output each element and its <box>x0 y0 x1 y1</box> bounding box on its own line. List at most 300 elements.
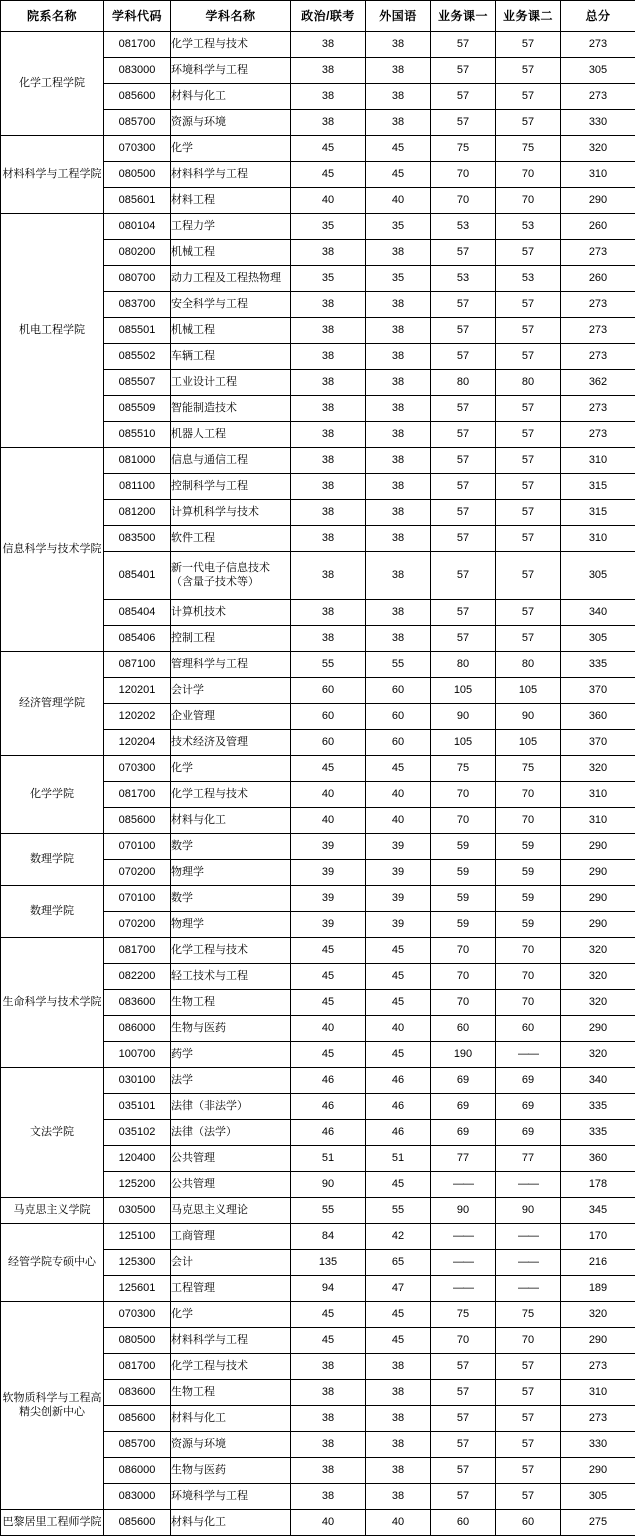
cell-subject-code: 083000 <box>104 1484 171 1510</box>
cell-major1: 59 <box>431 834 496 860</box>
cell-subject-name: 化学 <box>171 136 291 162</box>
cell-major1: 75 <box>431 136 496 162</box>
cell-total: 370 <box>561 678 635 704</box>
cell-subject-name: 药学 <box>171 1042 291 1068</box>
cell-foreign: 40 <box>366 782 431 808</box>
cell-subject-name: 信息与通信工程 <box>171 448 291 474</box>
cell-total: 305 <box>561 1484 635 1510</box>
cell-subject-code: 120204 <box>104 730 171 756</box>
cell-foreign: 55 <box>366 1198 431 1224</box>
cell-total: 290 <box>561 860 635 886</box>
cell-subject-code: 070100 <box>104 886 171 912</box>
cell-subject-code: 081700 <box>104 782 171 808</box>
cell-major1: —— <box>431 1224 496 1250</box>
cell-major1: 57 <box>431 110 496 136</box>
cell-subject-name: 化学工程与技术 <box>171 32 291 58</box>
cell-major2: 57 <box>496 1458 561 1484</box>
cell-foreign: 39 <box>366 860 431 886</box>
cell-politics: 38 <box>291 1458 366 1484</box>
cell-major2: —— <box>496 1042 561 1068</box>
cell-subject-code: 070300 <box>104 1302 171 1328</box>
cell-politics: 40 <box>291 1510 366 1536</box>
cell-major2: 105 <box>496 678 561 704</box>
cell-politics: 38 <box>291 396 366 422</box>
cell-foreign: 40 <box>366 1510 431 1536</box>
cell-subject-code: 081000 <box>104 448 171 474</box>
cell-politics: 45 <box>291 1042 366 1068</box>
cell-foreign: 38 <box>366 600 431 626</box>
cell-total: 310 <box>561 526 635 552</box>
cell-subject-name: 计算机科学与技术 <box>171 500 291 526</box>
cell-major2: 77 <box>496 1146 561 1172</box>
cell-total: 290 <box>561 1016 635 1042</box>
cell-subject-code: 082200 <box>104 964 171 990</box>
cell-subject-name: 资源与环境 <box>171 1432 291 1458</box>
cell-subject-name: 工业设计工程 <box>171 370 291 396</box>
cell-total: 335 <box>561 1120 635 1146</box>
cell-politics: 38 <box>291 32 366 58</box>
cell-subject-name: 机械工程 <box>171 240 291 266</box>
cell-foreign: 45 <box>366 964 431 990</box>
cell-subject-name: 计算机技术 <box>171 600 291 626</box>
cell-subject-name: 环境科学与工程 <box>171 1484 291 1510</box>
cell-major1: 57 <box>431 1354 496 1380</box>
cell-foreign: 38 <box>366 32 431 58</box>
cell-total: 370 <box>561 730 635 756</box>
cell-politics: 38 <box>291 240 366 266</box>
cell-foreign: 38 <box>366 448 431 474</box>
cell-foreign: 39 <box>366 886 431 912</box>
cell-department: 生命科学与技术学院 <box>1 938 104 1068</box>
cell-foreign: 42 <box>366 1224 431 1250</box>
cell-subject-name: 智能制造技术 <box>171 396 291 422</box>
cell-subject-name: 企业管理 <box>171 704 291 730</box>
cell-total: 290 <box>561 834 635 860</box>
cell-major1: 57 <box>431 1458 496 1484</box>
cell-politics: 39 <box>291 886 366 912</box>
cell-major2: —— <box>496 1224 561 1250</box>
cell-politics: 45 <box>291 964 366 990</box>
cell-major2: 57 <box>496 626 561 652</box>
cell-major1: 57 <box>431 396 496 422</box>
cell-foreign: 65 <box>366 1250 431 1276</box>
cell-foreign: 45 <box>366 136 431 162</box>
cell-subject-name: 技术经济及管理 <box>171 730 291 756</box>
cell-subject-name: 化学工程与技术 <box>171 1354 291 1380</box>
cell-subject-name: 公共管理 <box>171 1172 291 1198</box>
cell-total: 305 <box>561 552 635 600</box>
cell-major1: 90 <box>431 704 496 730</box>
cell-major2: 57 <box>496 500 561 526</box>
cell-politics: 46 <box>291 1120 366 1146</box>
cell-total: 189 <box>561 1276 635 1302</box>
cell-foreign: 38 <box>366 1458 431 1484</box>
cell-total: 216 <box>561 1250 635 1276</box>
cell-politics: 45 <box>291 756 366 782</box>
cell-major1: 75 <box>431 756 496 782</box>
cell-major1: 75 <box>431 1302 496 1328</box>
cell-subject-name: 物理学 <box>171 860 291 886</box>
cell-total: 320 <box>561 136 635 162</box>
cell-total: 330 <box>561 1432 635 1458</box>
cell-total: 320 <box>561 990 635 1016</box>
column-header-foreign: 外国语 <box>366 1 431 32</box>
table-row <box>1 214 635 240</box>
cell-politics: 35 <box>291 214 366 240</box>
cell-major2: 57 <box>496 110 561 136</box>
cell-subject-code: 085501 <box>104 318 171 344</box>
cell-politics: 55 <box>291 652 366 678</box>
cell-total: 310 <box>561 782 635 808</box>
cell-subject-name: 生物与医药 <box>171 1016 291 1042</box>
cell-foreign: 45 <box>366 938 431 964</box>
cell-foreign: 38 <box>366 1380 431 1406</box>
cell-major1: 57 <box>431 448 496 474</box>
cell-department: 巴黎居里工程师学院 <box>1 1510 104 1536</box>
cell-foreign: 46 <box>366 1120 431 1146</box>
cell-subject-code: 083700 <box>104 292 171 318</box>
cell-foreign: 35 <box>366 214 431 240</box>
cell-subject-code: 085600 <box>104 84 171 110</box>
cell-subject-name: 生物与医药 <box>171 1458 291 1484</box>
cell-politics: 60 <box>291 678 366 704</box>
cell-total: 330 <box>561 110 635 136</box>
cell-subject-name: 法学 <box>171 1068 291 1094</box>
cell-subject-name: 马克思主义理论 <box>171 1198 291 1224</box>
cell-politics: 45 <box>291 162 366 188</box>
cell-major1: 57 <box>431 318 496 344</box>
cell-politics: 45 <box>291 1328 366 1354</box>
cell-politics: 38 <box>291 84 366 110</box>
cell-major1: 70 <box>431 964 496 990</box>
cell-total: 335 <box>561 1094 635 1120</box>
cell-subject-code: 080104 <box>104 214 171 240</box>
cell-major1: 69 <box>431 1094 496 1120</box>
cell-subject-name: 新一代电子信息技术（含量子技术等） <box>171 552 291 600</box>
cell-major2: 57 <box>496 1354 561 1380</box>
cell-major1: 57 <box>431 1380 496 1406</box>
cell-total: 305 <box>561 626 635 652</box>
cell-foreign: 38 <box>366 344 431 370</box>
cell-total: 320 <box>561 964 635 990</box>
cell-foreign: 38 <box>366 1354 431 1380</box>
cell-total: 320 <box>561 1042 635 1068</box>
cell-total: 273 <box>561 422 635 448</box>
cell-subject-name: 管理科学与工程 <box>171 652 291 678</box>
cell-foreign: 60 <box>366 730 431 756</box>
cell-major2: 80 <box>496 652 561 678</box>
cell-subject-code: 080200 <box>104 240 171 266</box>
cell-major2: 60 <box>496 1510 561 1536</box>
cell-foreign: 39 <box>366 834 431 860</box>
cell-subject-code: 070200 <box>104 912 171 938</box>
cell-major1: 57 <box>431 32 496 58</box>
cell-department: 化学工程学院 <box>1 32 104 136</box>
cell-total: 345 <box>561 1198 635 1224</box>
cell-subject-name: 机械工程 <box>171 318 291 344</box>
cell-major1: —— <box>431 1250 496 1276</box>
cell-major2: —— <box>496 1276 561 1302</box>
cell-total: 273 <box>561 318 635 344</box>
cell-major2: 70 <box>496 964 561 990</box>
cell-major2: 90 <box>496 704 561 730</box>
cell-major2: 57 <box>496 448 561 474</box>
cell-politics: 135 <box>291 1250 366 1276</box>
cell-total: 273 <box>561 1354 635 1380</box>
cell-foreign: 38 <box>366 84 431 110</box>
cell-subject-name: 会计 <box>171 1250 291 1276</box>
cell-total: 362 <box>561 370 635 396</box>
cell-subject-name: 软件工程 <box>171 526 291 552</box>
cell-politics: 38 <box>291 626 366 652</box>
cell-major1: 57 <box>431 292 496 318</box>
cell-subject-name: 法律（法学） <box>171 1120 291 1146</box>
cell-major2: 53 <box>496 266 561 292</box>
cell-major1: 57 <box>431 1484 496 1510</box>
cell-total: 273 <box>561 344 635 370</box>
cell-major2: 57 <box>496 474 561 500</box>
cell-major1: 57 <box>431 84 496 110</box>
cell-subject-code: 086000 <box>104 1458 171 1484</box>
cell-total: 273 <box>561 32 635 58</box>
cell-subject-code: 100700 <box>104 1042 171 1068</box>
cell-department: 文法学院 <box>1 1068 104 1198</box>
cell-total: 315 <box>561 500 635 526</box>
cell-foreign: 38 <box>366 58 431 84</box>
cell-foreign: 47 <box>366 1276 431 1302</box>
cell-politics: 39 <box>291 860 366 886</box>
cell-politics: 38 <box>291 58 366 84</box>
table-header <box>1 1 635 32</box>
cell-department: 信息科学与技术学院 <box>1 448 104 652</box>
cell-major2: 57 <box>496 58 561 84</box>
cell-major1: 57 <box>431 474 496 500</box>
cell-major1: 57 <box>431 344 496 370</box>
cell-major1: 59 <box>431 886 496 912</box>
cell-major1: 70 <box>431 1328 496 1354</box>
cell-total: 178 <box>561 1172 635 1198</box>
cell-politics: 38 <box>291 552 366 600</box>
table-row <box>1 938 635 964</box>
cell-subject-name: 化学工程与技术 <box>171 938 291 964</box>
cell-subject-code: 085401 <box>104 552 171 600</box>
cell-subject-name: 控制科学与工程 <box>171 474 291 500</box>
cell-total: 320 <box>561 938 635 964</box>
cell-subject-name: 材料与化工 <box>171 84 291 110</box>
cell-foreign: 46 <box>366 1094 431 1120</box>
cell-major2: 57 <box>496 422 561 448</box>
cell-department: 数理学院 <box>1 834 104 886</box>
cell-subject-code: 081100 <box>104 474 171 500</box>
cell-subject-code: 080500 <box>104 162 171 188</box>
cell-subject-name: 工程力学 <box>171 214 291 240</box>
cell-major2: 57 <box>496 1484 561 1510</box>
cell-major1: 57 <box>431 240 496 266</box>
cell-subject-code: 125300 <box>104 1250 171 1276</box>
cell-subject-code: 083600 <box>104 990 171 1016</box>
table-row <box>1 1224 635 1250</box>
cell-subject-code: 035102 <box>104 1120 171 1146</box>
cell-subject-name: 数学 <box>171 834 291 860</box>
cell-foreign: 38 <box>366 474 431 500</box>
cell-subject-code: 080500 <box>104 1328 171 1354</box>
cell-politics: 45 <box>291 136 366 162</box>
cell-subject-code: 035101 <box>104 1094 171 1120</box>
cell-foreign: 45 <box>366 990 431 1016</box>
cell-total: 273 <box>561 396 635 422</box>
cell-subject-name: 材料与化工 <box>171 808 291 834</box>
cell-major2: 75 <box>496 1302 561 1328</box>
cell-major2: 105 <box>496 730 561 756</box>
cell-politics: 38 <box>291 448 366 474</box>
cell-subject-code: 085600 <box>104 1510 171 1536</box>
cell-major2: 57 <box>496 1380 561 1406</box>
cell-department: 化学学院 <box>1 756 104 834</box>
cell-total: 315 <box>561 474 635 500</box>
cell-department: 经济管理学院 <box>1 652 104 756</box>
column-header-code: 学科代码 <box>104 1 171 32</box>
cell-foreign: 35 <box>366 266 431 292</box>
cell-foreign: 38 <box>366 240 431 266</box>
cell-politics: 39 <box>291 834 366 860</box>
table-row <box>1 1068 635 1094</box>
cell-politics: 38 <box>291 370 366 396</box>
cell-politics: 40 <box>291 1016 366 1042</box>
cell-subject-code: 083600 <box>104 1380 171 1406</box>
cell-major2: 70 <box>496 162 561 188</box>
cell-politics: 46 <box>291 1068 366 1094</box>
cell-politics: 38 <box>291 474 366 500</box>
cell-subject-code: 083500 <box>104 526 171 552</box>
cell-subject-code: 070300 <box>104 136 171 162</box>
cell-subject-code: 085404 <box>104 600 171 626</box>
cell-politics: 55 <box>291 1198 366 1224</box>
table-row <box>1 834 635 860</box>
cell-total: 305 <box>561 58 635 84</box>
cell-politics: 38 <box>291 344 366 370</box>
table-row <box>1 1302 635 1328</box>
cell-major2: 80 <box>496 370 561 396</box>
cell-subject-code: 030100 <box>104 1068 171 1094</box>
cell-foreign: 60 <box>366 704 431 730</box>
cell-total: 275 <box>561 1510 635 1536</box>
cell-foreign: 38 <box>366 1432 431 1458</box>
cell-major2: 57 <box>496 526 561 552</box>
cell-major2: —— <box>496 1250 561 1276</box>
cell-major1: —— <box>431 1276 496 1302</box>
cell-major2: 57 <box>496 344 561 370</box>
cell-subject-name: 材料工程 <box>171 188 291 214</box>
cell-major1: 80 <box>431 370 496 396</box>
cell-subject-code: 085700 <box>104 1432 171 1458</box>
cell-major1: 60 <box>431 1510 496 1536</box>
cell-major1: 53 <box>431 266 496 292</box>
cell-politics: 38 <box>291 1380 366 1406</box>
column-header-subject: 学科名称 <box>171 1 291 32</box>
cell-politics: 45 <box>291 990 366 1016</box>
cell-foreign: 51 <box>366 1146 431 1172</box>
cell-politics: 38 <box>291 318 366 344</box>
cell-politics: 39 <box>291 912 366 938</box>
cell-subject-code: 080700 <box>104 266 171 292</box>
table-row <box>1 32 635 58</box>
cell-major1: —— <box>431 1172 496 1198</box>
cell-major1: 77 <box>431 1146 496 1172</box>
cell-department: 数理学院 <box>1 886 104 938</box>
cell-major2: 70 <box>496 1328 561 1354</box>
cell-total: 260 <box>561 266 635 292</box>
cell-total: 340 <box>561 1068 635 1094</box>
cell-total: 290 <box>561 886 635 912</box>
cell-subject-code: 085600 <box>104 808 171 834</box>
cell-subject-code: 085600 <box>104 1406 171 1432</box>
cell-politics: 38 <box>291 422 366 448</box>
cell-politics: 51 <box>291 1146 366 1172</box>
column-header-major2: 业务课二 <box>496 1 561 32</box>
table-row <box>1 886 635 912</box>
cell-foreign: 40 <box>366 808 431 834</box>
cell-major2: 59 <box>496 886 561 912</box>
cell-subject-name: 材料科学与工程 <box>171 162 291 188</box>
cell-politics: 40 <box>291 808 366 834</box>
cell-major1: 69 <box>431 1068 496 1094</box>
cell-major1: 57 <box>431 500 496 526</box>
cell-total: 320 <box>561 756 635 782</box>
cell-foreign: 39 <box>366 912 431 938</box>
cell-foreign: 38 <box>366 526 431 552</box>
table-row <box>1 1198 635 1224</box>
cell-total: 170 <box>561 1224 635 1250</box>
cell-foreign: 45 <box>366 1302 431 1328</box>
cell-major1: 70 <box>431 938 496 964</box>
cell-major2: 69 <box>496 1120 561 1146</box>
cell-foreign: 38 <box>366 500 431 526</box>
cell-subject-code: 085700 <box>104 110 171 136</box>
cell-foreign: 40 <box>366 1016 431 1042</box>
cell-major1: 59 <box>431 912 496 938</box>
cell-foreign: 45 <box>366 1042 431 1068</box>
cell-subject-code: 070100 <box>104 834 171 860</box>
cell-politics: 38 <box>291 500 366 526</box>
cell-major1: 57 <box>431 422 496 448</box>
cell-major2: 57 <box>496 240 561 266</box>
cell-subject-code: 125100 <box>104 1224 171 1250</box>
cell-subject-name: 化学工程与技术 <box>171 782 291 808</box>
cell-major1: 190 <box>431 1042 496 1068</box>
cell-total: 290 <box>561 1458 635 1484</box>
cell-foreign: 38 <box>366 626 431 652</box>
cell-politics: 90 <box>291 1172 366 1198</box>
cell-subject-name: 机器人工程 <box>171 422 291 448</box>
cell-subject-name: 工程管理 <box>171 1276 291 1302</box>
cell-subject-code: 085509 <box>104 396 171 422</box>
column-header-major1: 业务课一 <box>431 1 496 32</box>
cell-subject-code: 120400 <box>104 1146 171 1172</box>
cell-foreign: 38 <box>366 552 431 600</box>
cell-major2: 70 <box>496 808 561 834</box>
cell-major1: 57 <box>431 600 496 626</box>
cell-foreign: 45 <box>366 1172 431 1198</box>
cell-subject-code: 085406 <box>104 626 171 652</box>
cell-major1: 57 <box>431 552 496 600</box>
cell-politics: 45 <box>291 1302 366 1328</box>
cell-total: 273 <box>561 240 635 266</box>
cell-subject-code: 087100 <box>104 652 171 678</box>
cell-subject-code: 120201 <box>104 678 171 704</box>
cell-subject-name: 化学 <box>171 756 291 782</box>
cell-total: 360 <box>561 1146 635 1172</box>
cell-major2: 57 <box>496 552 561 600</box>
